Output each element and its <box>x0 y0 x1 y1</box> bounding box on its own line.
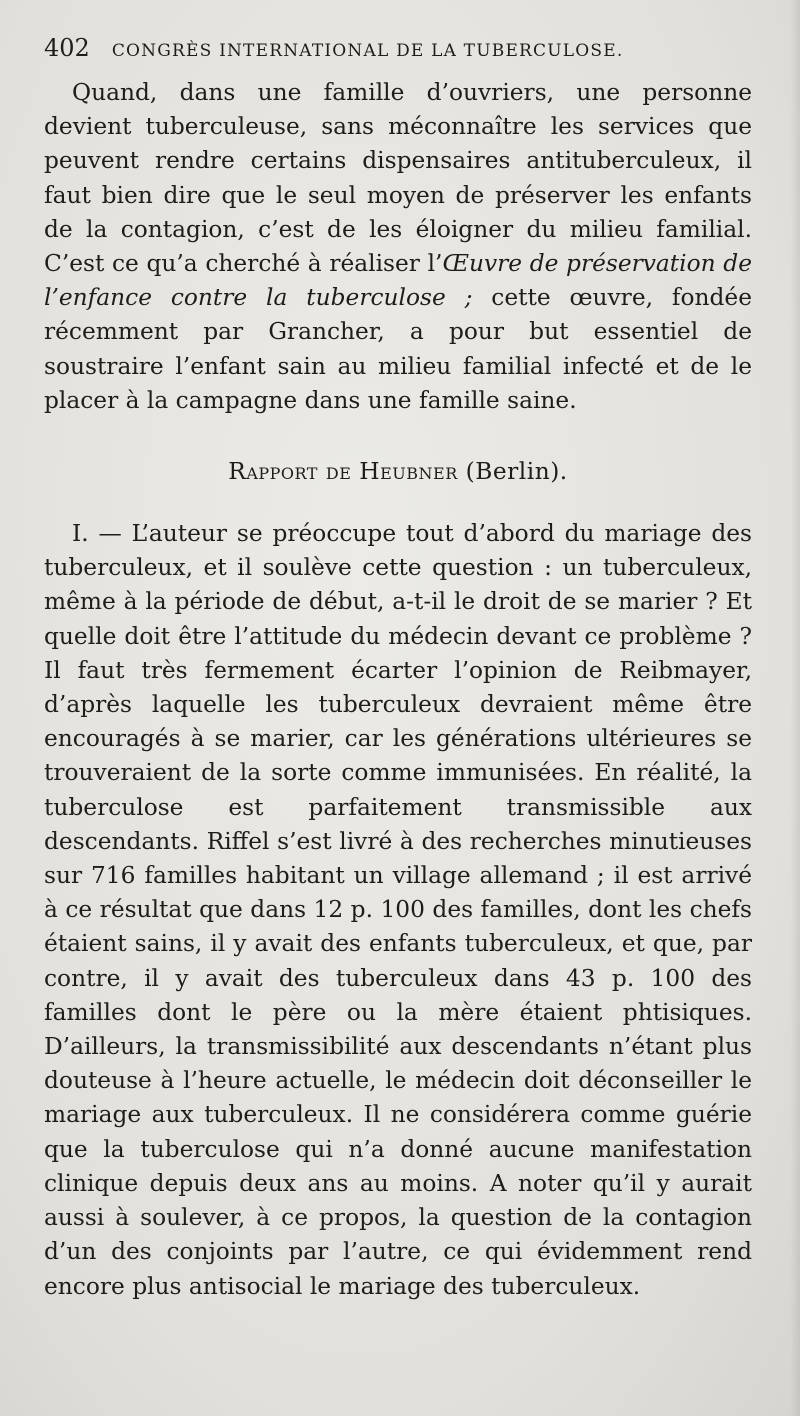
heading-author: Heubner <box>359 458 458 486</box>
section-heading <box>44 455 752 489</box>
heading-rapport: Rapport <box>228 458 318 486</box>
heading-de: de <box>317 458 360 486</box>
heading-place: (Berlin). <box>457 458 568 486</box>
paragraph-preservation <box>44 76 752 418</box>
page-header <box>44 34 752 68</box>
paragraph-heubner-report: I. — L’auteur se préoccupe tout d’abord du mariage des tuberculeux, et il soulève cette question : un tuberculeux, même à la période de début, a-t-il le droit de se marier ? Et quelle doit être l’attitude du médecin devant ce problème ? Il faut très fermement écarter l’opinion de Reibmayer, d’après laquelle les tuberculeux devraient même être encouragés à se marier, car les générations ultérieures se trouveraient de la sorte comme immunisées. En réalité, la tuberculose est parfaitement transmissible aux descendants. Riffel s’est livré à des recherches minutieuses sur 716 familles habitant un village allemand ; il est arrivé à ce résultat que dans 12 p. 100 des familles, dont les chefs étaient sains, il y avait des enfants tuberculeux, et que, par contre, il y avait des tuberculeux dans 43 p. 100 des familles dont le père ou la mère étaient phtisiques. D’ailleurs, la transmissibilité aux descendants n’étant plus douteuse à l’heure actuelle, le médecin doit déconseiller le mariage aux tuberculeux. Il ne considérera comme guérie que la tuberculose qui n’a donné aucune manifestation clinique depuis deux ans au moins. A noter qu’il y aurait aussi à soulever, à ce propos, la question de la contagion d’un des conjoints par l’autre, ce qui évidemment rend encore plus antisocial le mariage des tuberculeux. <box>44 520 752 1300</box>
paragraph-1-text-end: cette œuvre, fondée récemment par Grancher, a pour but essentiel de soustraire l’enfant sain au milieu familial infecté et de le placer à la campagne dans une famille saine. <box>44 284 753 414</box>
page-number: 402 <box>44 34 90 62</box>
page-edge-shadow <box>790 0 800 1416</box>
running-title: CONGRÈS INTERNATIONAL DE LA TUBERCULOSE. <box>111 41 624 61</box>
paragraph-1-text-start: Quand, dans une famille d’ouvriers, une personne devient tuberculeuse, sans méconnaître les services que peuvent rendre certains dispensaires antituberculeux, il faut bien dire que le seul moyen de préserver les enfants de la contagion, c’est de les éloigner du milieu familial. C’est ce qu’a cherché à réaliser l’ <box>44 79 752 278</box>
oeuvre-title-italic: Œuvre de préservation de l’enfance contre la tuberculose ; <box>44 250 753 312</box>
